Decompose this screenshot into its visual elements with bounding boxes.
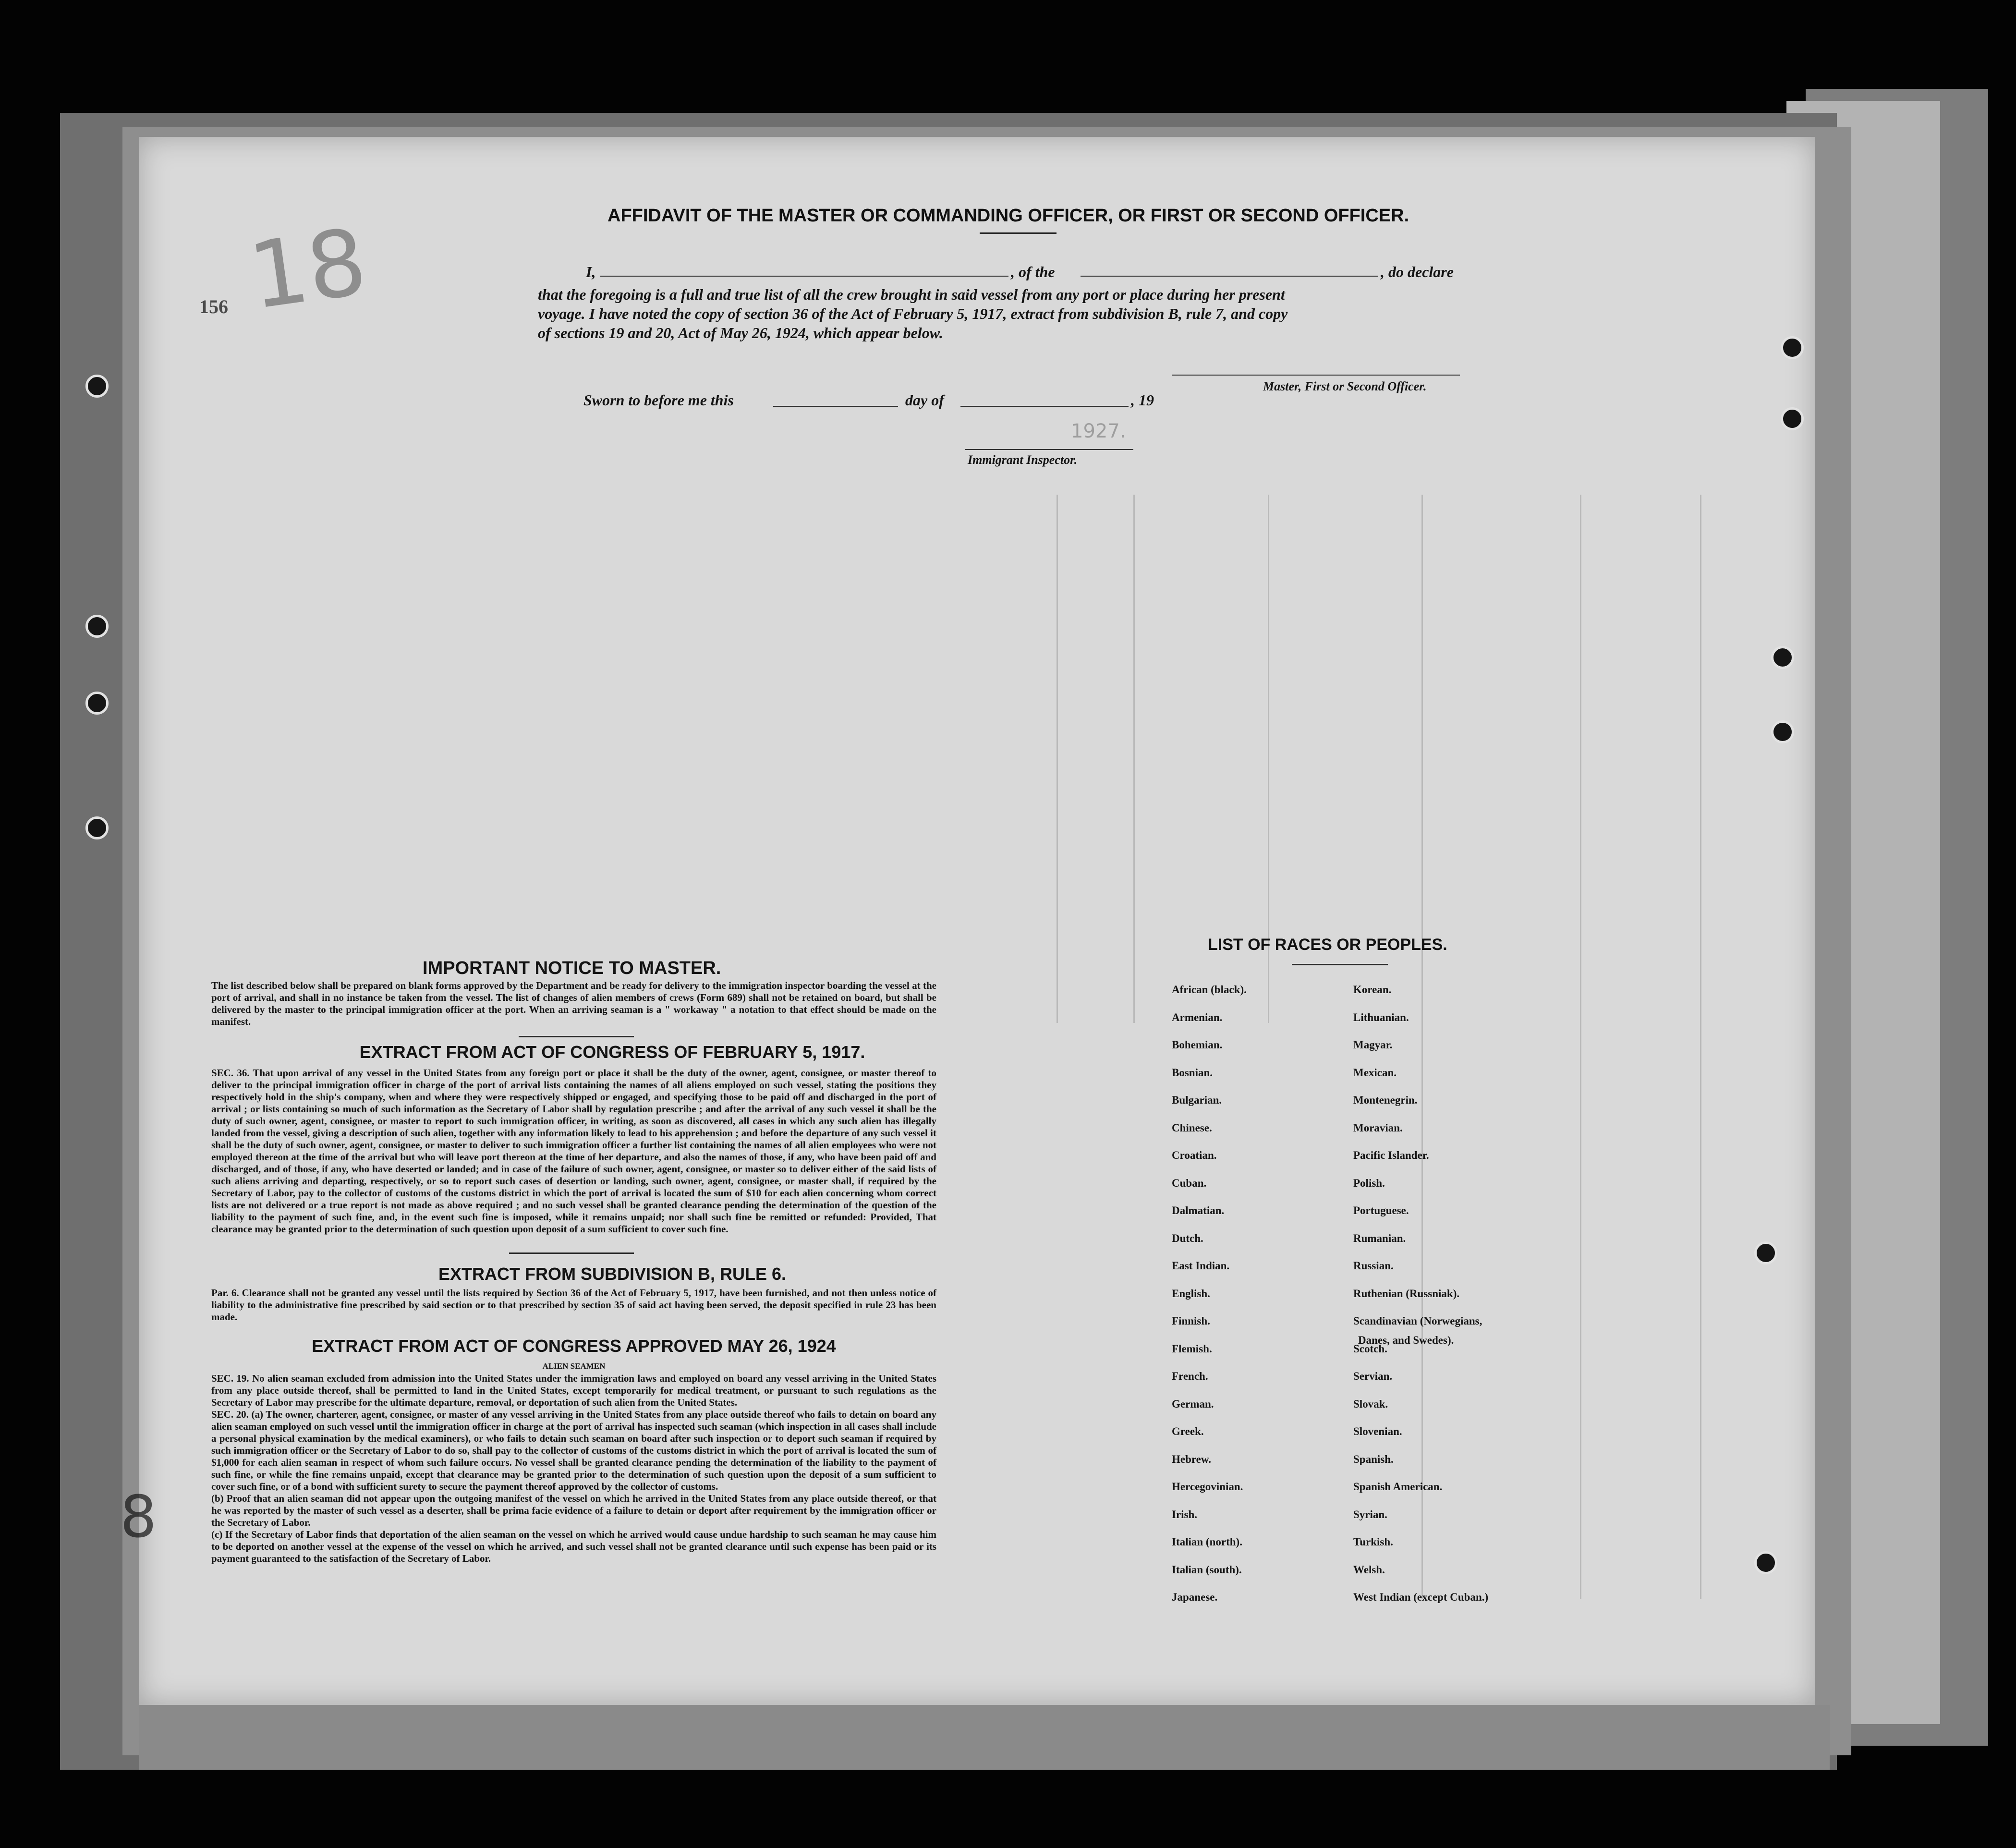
notice-text: The list described below shall be prepared on blank forms approved by the Department and be ready for delivery to the immigration inspector boarding the vessel at the port of arrival, and shall in no instance be taken from the vessel. The list of changes of alien members of crews (Form 689) shall not be retained on board, but shall be delivered by the master to the principal immigration officer at the port. When an arriving seaman is a " workaway " a notation to that effect should be made on the manifest. bbox=[211, 980, 936, 1027]
race-item: Turkish. bbox=[1353, 1536, 1393, 1548]
pencil-mark: 8 bbox=[120, 1484, 157, 1551]
race-item: Armenian. bbox=[1172, 1011, 1223, 1023]
race-item: Spanish. bbox=[1353, 1453, 1394, 1465]
officer-label: Master, First or Second Officer. bbox=[1263, 379, 1427, 393]
punch-hole bbox=[1781, 336, 1804, 359]
race-item: Dalmatian. bbox=[1172, 1204, 1225, 1216]
race-item: Cuban. bbox=[1172, 1177, 1207, 1189]
race-item: Greek. bbox=[1172, 1425, 1204, 1437]
ghost-column-line bbox=[1057, 495, 1058, 1023]
affidavit-i: I, bbox=[586, 263, 596, 280]
punch-hole bbox=[1754, 1551, 1777, 1574]
punch-hole bbox=[1781, 407, 1804, 430]
ghost-column-line bbox=[1421, 495, 1423, 1599]
race-item: Hercegovinian. bbox=[1172, 1481, 1243, 1493]
race-item: English. bbox=[1172, 1287, 1210, 1300]
race-item: Japanese. bbox=[1172, 1591, 1218, 1603]
race-item: Hebrew. bbox=[1172, 1453, 1211, 1465]
race-item: Portuguese. bbox=[1353, 1204, 1409, 1216]
pencil-year: 1927. bbox=[1071, 420, 1126, 442]
race-item: Russian. bbox=[1353, 1260, 1394, 1272]
day-blank bbox=[773, 406, 898, 407]
punch-hole bbox=[85, 692, 109, 715]
races-title: LIST OF RACES OR PEOPLES. bbox=[1208, 936, 1447, 954]
race-item: Finnish. bbox=[1172, 1315, 1210, 1327]
race-item: Servian. bbox=[1353, 1370, 1393, 1382]
ghost-column-line bbox=[1580, 495, 1581, 1599]
punch-hole bbox=[1754, 1241, 1777, 1264]
vessel-blank bbox=[1081, 276, 1378, 277]
punch-hole bbox=[85, 375, 109, 398]
pencil-mark: 18 bbox=[243, 208, 373, 330]
divider bbox=[980, 232, 1057, 234]
punch-hole bbox=[85, 816, 109, 839]
race-item: Polish. bbox=[1353, 1177, 1385, 1189]
extract-1924-title: EXTRACT FROM ACT OF CONGRESS APPROVED MAY 26, 1924 bbox=[312, 1336, 836, 1356]
punch-hole bbox=[1771, 646, 1794, 669]
race-item: Ruthenian (Russniak). bbox=[1353, 1287, 1460, 1300]
race-item: Lithuanian. bbox=[1353, 1011, 1409, 1023]
notice-title: IMPORTANT NOTICE TO MASTER. bbox=[423, 958, 721, 978]
divider bbox=[509, 1252, 634, 1254]
race-item: Dutch. bbox=[1172, 1232, 1203, 1244]
race-scandinavian-continued: Danes, and Swedes). bbox=[1358, 1334, 1454, 1346]
inspector-signature-line bbox=[965, 449, 1133, 450]
month-blank bbox=[960, 406, 1129, 407]
race-item: Rumanian. bbox=[1353, 1232, 1406, 1244]
race-item: French. bbox=[1172, 1370, 1208, 1382]
corner-number: 156 bbox=[199, 296, 228, 317]
affidavit-body-3: of sections 19 and 20, Act of May 26, 1924, which appear below. bbox=[538, 324, 943, 341]
race-item: Welsh. bbox=[1353, 1563, 1385, 1576]
affidavit-title: AFFIDAVIT OF THE MASTER OR COMMANDING OFFICER, OR FIRST OR SECOND OFFICER. bbox=[607, 206, 1409, 226]
race-item: Montenegrin. bbox=[1353, 1094, 1418, 1106]
sec-20c: (c) If the Secretary of Labor finds that deportation of the alien seaman on the vessel on which he arrived would cause undue hardship to such seaman he may cause him to be deported on another vessel at the expense of the vessel on which he arrived, and such vessel shall not be granted clearance until such expense has been paid or its payment guaranteed to the satisfaction of the Secretary of Labor. bbox=[211, 1529, 936, 1564]
race-item: Italian (south). bbox=[1172, 1563, 1242, 1576]
inspector-label: Immigrant Inspector. bbox=[968, 453, 1078, 467]
sec-20a: SEC. 20. (a) The owner, charterer, agent, consignee, or master of any vessel arriving in the United States from any place outside thereof who fails to detain on board any alien seaman employed on such vessel until the immigration officer in charge at the port of arrival has inspected such seaman (which inspection in all cases shall include a personal physical examination by the medical examiners), or who fails to detain such seaman on board after such inspection or to deport such seaman if required by such immigration officer or the Secretary of Labor to do so, shall pay to the collector of customs of the customs district in which the port of arrival is located the sum of $1,000 for each alien seaman in respect of whom such failure occurs. No vessel shall be granted clearance pending the determination of the liability to the payment of such fine, or while the fine remains unpaid, except that clearance may be granted prior to the determination of such question upon the deposit of a sum sufficient to cover such fine, or of a bond with sufficient surety to secure the payment thereof approved by the collector of customs. bbox=[211, 1409, 936, 1492]
affidavit-of-the: , of the bbox=[1011, 263, 1055, 280]
race-item: Bosnian. bbox=[1172, 1066, 1213, 1079]
sworn-day-of: day of bbox=[905, 391, 944, 409]
race-item: Moravian. bbox=[1353, 1121, 1403, 1134]
sec-20b: (b) Proof that an alien seaman did not appear upon the outgoing manifest of the vessel on which he arrived in the United States from any place outside thereof, or that he was reported by the master of such vessel as a deserter, shall be prima facie evidence of a failure to detain or deport after requirement by the immigration officer or the Secretary of Labor. bbox=[211, 1493, 936, 1528]
name-blank bbox=[600, 276, 1008, 277]
affidavit-declare: , do declare bbox=[1381, 263, 1454, 280]
punch-hole bbox=[85, 615, 109, 638]
race-item: East Indian. bbox=[1172, 1260, 1230, 1272]
affidavit-body-1: that the foregoing is a full and true list of all the crew brought in said vessel from any port or place during her present bbox=[538, 286, 1285, 303]
bottom-strip bbox=[139, 1705, 1830, 1770]
extract-1924-text bbox=[211, 1373, 936, 1565]
sworn-year: , 19 bbox=[1131, 391, 1154, 409]
race-item: West Indian (except Cuban.) bbox=[1353, 1591, 1489, 1603]
race-item: Croatian. bbox=[1172, 1149, 1217, 1161]
race-item: Italian (north). bbox=[1172, 1536, 1242, 1548]
race-item: Spanish American. bbox=[1353, 1481, 1443, 1493]
subdivision-b-title: EXTRACT FROM SUBDIVISION B, RULE 6. bbox=[438, 1264, 787, 1284]
race-item: Mexican. bbox=[1353, 1066, 1397, 1079]
divider bbox=[519, 1036, 634, 1037]
sworn-text: Sworn to before me this bbox=[583, 391, 734, 409]
race-item: Bulgarian. bbox=[1172, 1094, 1222, 1106]
race-item: Magyar. bbox=[1353, 1039, 1393, 1051]
extract-1917-title: EXTRACT FROM ACT OF CONGRESS OF FEBRUARY 5, 1917. bbox=[359, 1042, 865, 1062]
race-item: Flemish. bbox=[1172, 1342, 1212, 1355]
race-item: Scandinavian (Norwegians, bbox=[1353, 1315, 1482, 1327]
race-item: Irish. bbox=[1172, 1508, 1198, 1520]
race-item: Chinese. bbox=[1172, 1121, 1212, 1134]
officer-signature-line bbox=[1172, 375, 1460, 376]
sec-19: SEC. 19. No alien seaman excluded from admission into the United States under the immigration laws and employed on board any vessel arriving in the United States from any place outside thereof, shall be permitted to land in the United States, except temporarily for medical treatment, or pursuant to such regulations as the Secretary of Labor may prescribe for the ultimate departure, removal, or deportation of such alien from the United States. bbox=[211, 1373, 936, 1408]
race-item: Slovak. bbox=[1353, 1398, 1388, 1410]
race-item: Scotch. bbox=[1353, 1342, 1387, 1355]
alien-seamen-subtitle: ALIEN SEAMEN bbox=[542, 1362, 606, 1371]
divider bbox=[1292, 964, 1388, 965]
race-item: Korean. bbox=[1353, 984, 1392, 996]
race-item: African (black). bbox=[1172, 984, 1247, 996]
subdivision-b-text: Par. 6. Clearance shall not be granted any vessel until the lists required by Section 36 of the Act of February 5, 1917, have been furnished, and not then unless notice of liability to the administrative fine prescribed by said section or to that prescribed by section 35 of said act having been served, the deposit specified in rule 23 has been made. bbox=[211, 1287, 936, 1323]
race-item: Slovenian. bbox=[1353, 1425, 1402, 1437]
punch-hole bbox=[1771, 720, 1794, 743]
extract-1917-text: SEC. 36. That upon arrival of any vessel in the United States from any foreign port or place it shall be the duty of the owner, agent, consignee, or master thereof to deliver to the principal immigration officer in charge of the port of arrival lists containing the names of all aliens employed on such vessel, stating the positions they respectively hold in the ship's company, when and where they were respectively shipped or engaged, and specifying those to be paid off and discharged in the port of arrival ; or lists containing so much of such information as the Secretary of Labor shall by regulation prescribe ; and after the arrival of any such vessel it shall be the duty of such owner, agent, consignee, or master to report to such immigration officer, in writing, as soon as discovered, all cases in which any such alien has illegally landed from the vessel, giving a description of such alien, together with any information likely to lead to his apprehension ; and before the departure of any such vessel it shall be the duty of such owner, agent, consignee, or master to deliver to such immigration officer a further list containing the names of all alien employees who were not employed thereon at the time of the arrival but who will leave port thereon at the time of her departure, and also the names of those, if any, who have been paid off and discharged, and of those, if any, who have deserted or landed; and in case of the failure of such owner, agent, consignee, or master so to deliver either of the said lists of such aliens arriving and departing, respectively, or so to report such cases of desertion or landing, such owner, agent, consignee, or master shall, if required by the Secretary of Labor, pay to the collector of customs of the customs district in which the port of arrival is located the sum of $10 for each alien concerning whom correct lists are not delivered or a true report is not made as above required ; and no such vessel shall be granted clearance pending the determination of the question of the liability to the payment of such fine, and, in the event such fine is imposed, while it remains unpaid; nor shall such fine be remitted or refunded: Provided, That clearance may be granted prior to the determination of such question upon deposit of a sum sufficient to cover such fine. bbox=[211, 1067, 936, 1235]
race-item: Pacific Islander. bbox=[1353, 1149, 1429, 1161]
race-item: Bohemian. bbox=[1172, 1039, 1223, 1051]
race-item: German. bbox=[1172, 1398, 1214, 1410]
race-item: Syrian. bbox=[1353, 1508, 1387, 1520]
ghost-column-line bbox=[1700, 495, 1701, 1599]
ghost-column-line bbox=[1133, 495, 1135, 1023]
affidavit-body-2: voyage. I have noted the copy of section 36 of the Act of February 5, 1917, extract from subdivision B, rule 7, and copy bbox=[538, 305, 1288, 322]
